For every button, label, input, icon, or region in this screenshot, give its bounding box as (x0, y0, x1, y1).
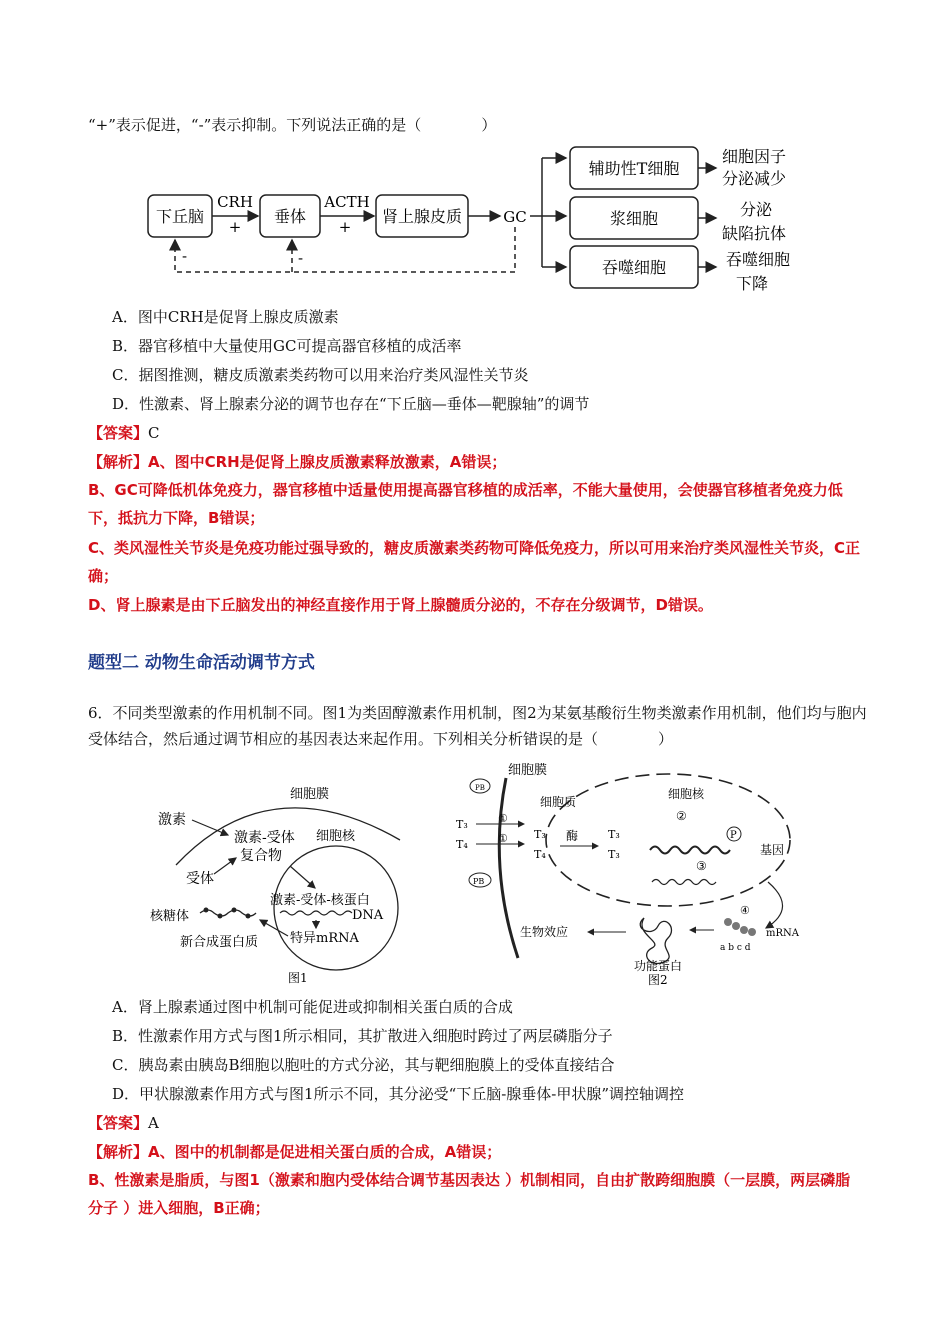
fig1-complex-a: 激素-受体 (234, 830, 295, 846)
q5-stem: “+”表示促进，“-”表示抑制。下列说法正确的是（ ） (88, 116, 497, 134)
fig2-p: P (730, 830, 737, 841)
fig2-t3-in: T₃ (534, 828, 546, 841)
figure-1-steroid-mechanism (140, 770, 430, 1000)
q5-option-d: D．性激素、肾上腺素分泌的调节也存在“下丘脑—垂体—靶腺轴”的调节 (112, 395, 590, 413)
acth-plus: + (338, 218, 352, 236)
pituitary-label: 垂体 (273, 207, 307, 226)
crh-label: CRH (217, 193, 253, 211)
fig2-pb-top: PB (475, 784, 485, 792)
fig2-step3: ③ (696, 859, 707, 873)
fig1-receptor: 受体 (186, 871, 214, 887)
crh-plus: + (228, 218, 242, 236)
hpa-axis-diagram (0, 145, 950, 295)
out1-a: 细胞因子 (722, 147, 787, 166)
out3-a: 吞噬细胞 (726, 250, 791, 269)
fig2-step1-b: ① (498, 832, 508, 845)
q6-answer: 【答案】A (88, 1114, 159, 1132)
q5-analysis-c: C、类风湿性关节炎是免疫功能过强导致的，糖皮质激素类药物可降低免疫力，所以可用来治疗类风湿性关节炎，C正确； (88, 539, 861, 585)
t-helper-label: 辅助性T细胞 (588, 159, 680, 178)
fig2-cytoplasm: 细胞质 (540, 795, 577, 809)
figure-2-amino-derivative-mechanism (448, 758, 808, 988)
fig2-t3-b: T₃ (608, 848, 620, 861)
phago-label: 吞噬细胞 (601, 258, 667, 277)
fig2-enzyme: 酶 (566, 829, 579, 843)
out2-b: 缺陷抗体 (722, 224, 787, 243)
fig1-new-protein: 新合成蛋白质 (180, 935, 259, 950)
fig1-hormone: 激素 (158, 812, 186, 828)
fig2-gene: 基因 (760, 843, 785, 857)
q5-analysis-b: B、GC可降低机体免疫力，器官移植中适量使用提高器官移植的成活率，不能大量使用，会使器官移植者免疫力低下，抵抗力下降，B错误； (88, 481, 843, 527)
gc-label: GC (503, 208, 527, 226)
fig2-caption: 图2 (648, 973, 668, 987)
q5-option-c: C．据图推测，糖皮质激素类药物可以用来治疗类风湿性关节炎 (112, 366, 529, 384)
out1-b: 分泌减少 (722, 169, 787, 188)
fig1-ribosome: 核糖体 (150, 909, 190, 924)
q5-analysis-d: D、肾上腺素是由下丘脑发出的神经直接作用于肾上腺髓质分泌的，不存在分级调节，D错误。 (88, 596, 713, 614)
q6-option-b: B．性激素作用方式与图1所示相同，其扩散进入细胞时跨过了两层磷脂分子 (112, 1027, 613, 1045)
fig2-t4-in: T₄ (534, 848, 546, 861)
fig2-mrna: mRNA (766, 928, 799, 939)
fig1-caption: 图1 (288, 971, 308, 985)
fig1-nuc-complex: 激素-受体-核蛋白 (270, 893, 370, 908)
feedback-minus-2: - (298, 249, 304, 267)
fig2-protein: 功能蛋白 (634, 959, 683, 973)
q6-stem: 6．不同类型激素的作用机制不同。图1为类固醇激素作用机制，图2为某氨基酸衍生物类激素作用机制，他们均与胞内受体结合，然后通过调节相应的基因表达来起作用。下列相关分析错误的是（ ） (88, 704, 867, 748)
plasma-label: 浆细胞 (609, 209, 659, 228)
out2-a: 分泌 (740, 200, 773, 219)
adrenal-cortex-label: 肾上腺皮质 (381, 207, 463, 226)
fig2-pb-bottom: PB (473, 877, 485, 886)
fig1-membrane: 细胞膜 (290, 787, 330, 802)
fig1-dna: DNA (352, 908, 384, 923)
q6-analysis-a: 【解析】A、图中的机制都是促进相关蛋白质的合成，A错误； (88, 1143, 502, 1161)
acth-label: ACTH (324, 193, 370, 211)
fig1-mrna: 特异mRNA (290, 931, 359, 946)
fig2-step2: ② (676, 809, 687, 823)
q5-analysis-a: 【解析】A、图中CRH是促肾上腺皮质激素释放激素，A错误； (88, 453, 507, 471)
section-title: 题型二 动物生命活动调节方式 (88, 653, 315, 673)
fig2-abcd: a b c d (720, 943, 751, 953)
fig1-nucleus: 细胞核 (316, 829, 356, 844)
q6-option-a: A．肾上腺素通过图中机制可能促进或抑制相关蛋白质的合成 (112, 998, 513, 1016)
fig2-step1-a: ① (498, 812, 508, 825)
fig2-membrane: 细胞膜 (508, 763, 548, 778)
fig2-nucleus: 细胞核 (668, 787, 705, 801)
hypothalamus-label: 下丘脑 (155, 207, 205, 226)
q5-answer: 【答案】C (88, 424, 160, 442)
fig2-t3-out: T₃ (456, 818, 468, 831)
out3-b: 下降 (736, 274, 769, 293)
fig2-t4-out: T₄ (456, 838, 468, 851)
q6-option-c: C．胰岛素由胰岛B细胞以胞吐的方式分泌，其与靶细胞膜上的受体直接结合 (112, 1056, 615, 1074)
q6-analysis-b: B、性激素是脂质，与图1（激素和胞内受体结合调节基因表达 ）机制相同，自由扩散跨细胞膜（一层膜，两层磷脂分子 ）进入细胞，B正确； (88, 1171, 851, 1217)
fig2-t3-a: T₃ (608, 828, 620, 841)
q5-option-b: B．器官移植中大量使用GC可提高器官移植的成活率 (112, 337, 462, 355)
q6-option-d: D．甲状腺激素作用方式与图1所示不同，其分泌受“下丘脑-腺垂体-甲状腺”调控轴调控 (112, 1085, 685, 1103)
fig2-step4: ④ (740, 904, 750, 917)
fig2-effect: 生物效应 (520, 925, 569, 939)
q5-option-a: A．图中CRH是促肾上腺皮质激素 (112, 308, 339, 326)
fig1-complex-b: 复合物 (240, 848, 282, 864)
feedback-minus-1: - (182, 247, 188, 265)
